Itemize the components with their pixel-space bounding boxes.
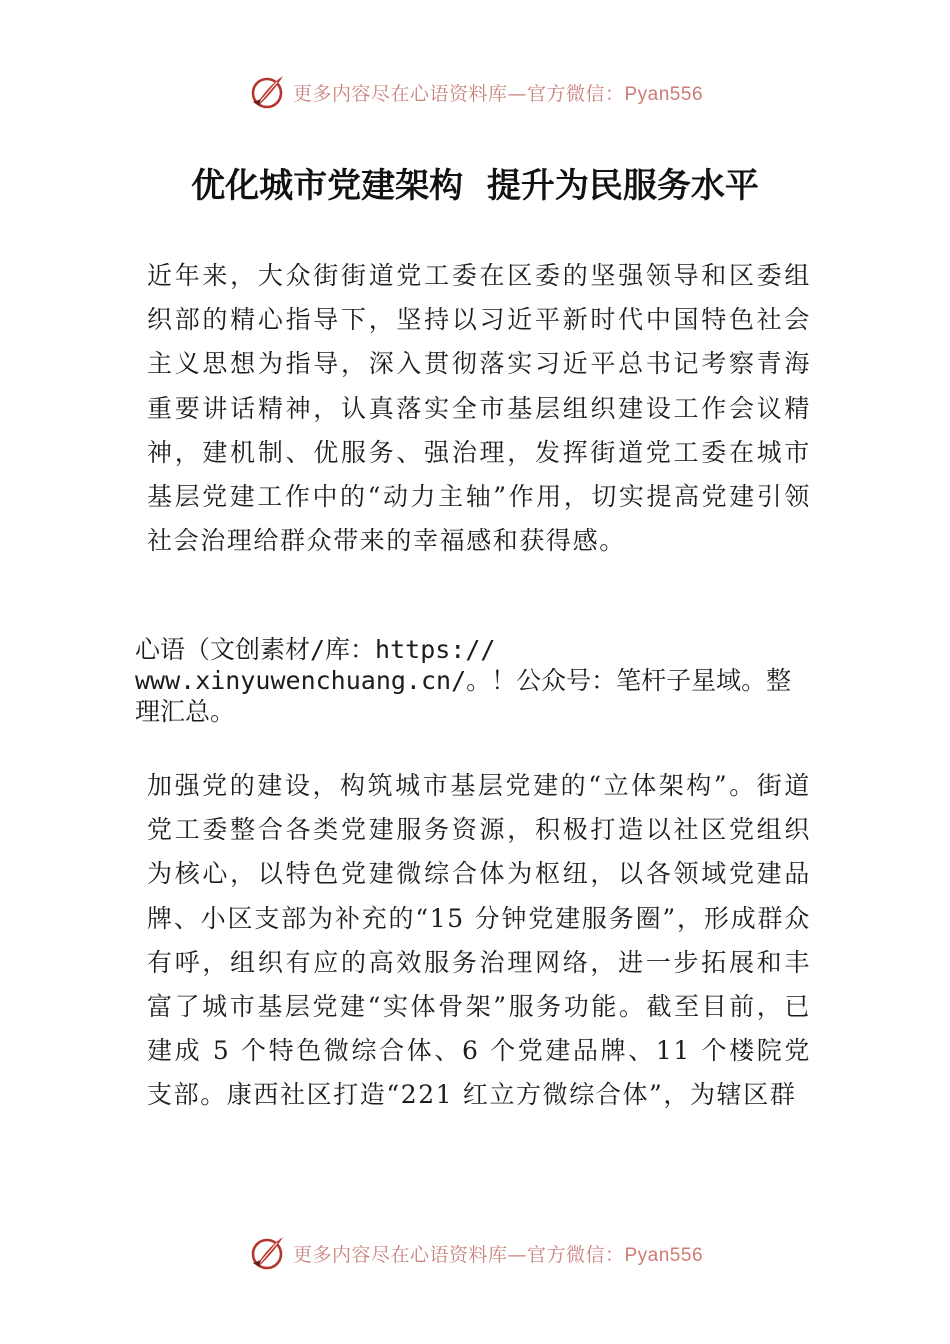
header-banner [0,70,950,114]
document-title: 优化城市党建架构 提升为民服务水平 [191,166,759,206]
banner-wechat-id: Pyan556 [624,1244,704,1266]
quill-pen-logo-icon [247,1233,287,1273]
banner-wechat-id: Pyan556 [624,83,704,105]
paragraph-intro: 近年来，大众街街道党工委在区委的坚强领导和区委组织部的精心指导下，坚持以习近平新时代中国特色社会主义思想为指导，深入贯彻落实习近平总书记考察青海重要讲话精神，认真落实全市基层组织建设工作会议精神，建机制、优服务、强治理，发挥街道党工委在城市基层党建工作中的“动力主轴”作用，切实提高党建引领社会治理给群众带来的幸福感和获得感。 [147,261,811,556]
paragraph-party-building: 加强党的建设，构筑城市基层党建的“立体架构”。街道党工委整合各类党建服务资源，积极打造以社区党组织为核心，以特色党建微综合体为枢纽，以各领域党建品牌、小区支部为补充的“15 分钟党建服务圈”，形成群众有呼，组织有应的高效服务治理网络，进一步拓展和丰富了城市基层党建“实体骨架”服务功能。截至目前，已建成 5 个特色微综合体、6 个党建品牌、11 个楼院党支部。康西社区打造“221 红立方微综合体”，为辖区群 [147,771,811,1110]
banner-slogan: 更多内容尽在心语资料库—官方微信： [292,1243,625,1266]
source-line-1: 心语（文创素材/库：https:// [135,635,496,664]
source-note [135,634,815,727]
footer-banner [0,1231,950,1275]
banner-text [293,1240,703,1267]
quill-pen-logo-icon [247,72,287,112]
banner-text [293,79,703,106]
source-line-2: www.xinyuwenchuang.cn/。！公众号：笔杆子星域。整理汇总。 [135,666,792,726]
banner-slogan: 更多内容尽在心语资料库—官方微信： [292,82,625,105]
